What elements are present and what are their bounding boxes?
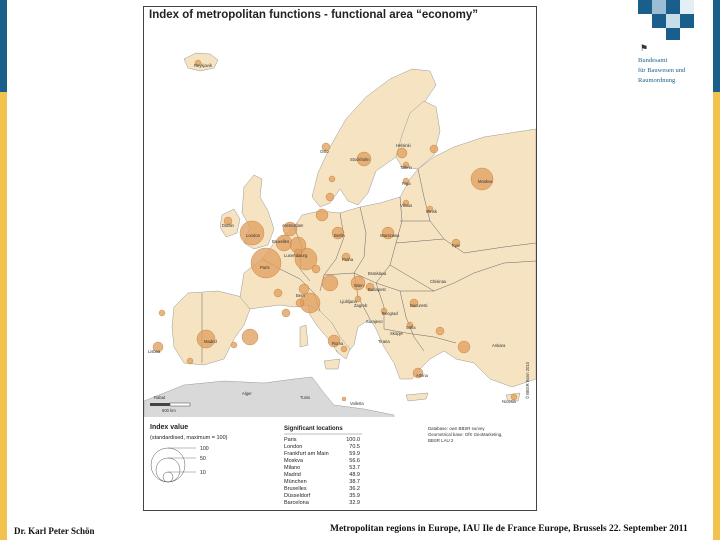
city-label: Berlin xyxy=(334,233,345,238)
city-label: London xyxy=(246,233,260,238)
location-name: Bruxelles xyxy=(284,486,307,492)
city-label: Beograd xyxy=(382,311,398,316)
city-label: Athina xyxy=(416,373,428,378)
location-value: 59.9 xyxy=(349,451,360,457)
city-label: Zagreb xyxy=(354,303,368,308)
bubble-barcelona xyxy=(242,329,258,345)
city-label: Skopje xyxy=(390,331,403,336)
city-label: Lisboa xyxy=(148,349,161,354)
location-value: 100.0 xyxy=(346,437,360,443)
city-label: Bratislava xyxy=(368,271,387,276)
city-label: Paris xyxy=(260,265,270,270)
bubble-ankara xyxy=(458,341,470,353)
city-label: Bruxelles xyxy=(272,239,290,244)
city-label: Ankara xyxy=(492,343,506,348)
location-name: Düsseldorf xyxy=(284,493,311,499)
eagle-icon: ⚑ xyxy=(640,43,649,53)
city-label: Roma xyxy=(332,341,344,346)
location-value: 53.7 xyxy=(349,465,360,471)
city-label: Bern xyxy=(296,293,305,298)
location-value: 70.5 xyxy=(349,444,360,450)
legend-subtitle: (standardised, maximum = 100) xyxy=(150,435,228,441)
city-label: Reykjavik xyxy=(194,63,212,68)
city-label: Valletta xyxy=(350,401,364,406)
table-row xyxy=(284,451,360,457)
bubble-gothenburg xyxy=(329,176,335,182)
city-label: Dublin xyxy=(222,223,234,228)
city-label: Oslo xyxy=(320,149,329,154)
city-label: Tunis xyxy=(300,395,311,400)
location-name: London xyxy=(284,444,303,450)
map-title: Index of metropolitan functions - functional area “economy” xyxy=(149,9,479,21)
location-name: Madrid xyxy=(284,472,301,478)
city-label: Sarajevo xyxy=(366,319,383,324)
right-accent-bar xyxy=(713,0,720,540)
bubble-istanbul xyxy=(436,327,444,335)
bubble-helsinki xyxy=(397,148,407,158)
logo-line: Bundesamt xyxy=(638,57,668,64)
location-name: Milano xyxy=(284,465,301,471)
legend-value-50: 50 xyxy=(200,456,206,462)
city-label: Nicosia xyxy=(502,399,516,404)
bubble-lyon xyxy=(274,289,282,297)
city-label: Riga xyxy=(402,181,411,186)
city-label: Ljubljana xyxy=(340,299,357,304)
city-label: Budapest xyxy=(368,287,386,292)
source-line: BBSR LAU 2 xyxy=(428,438,454,443)
city-label: Sofia xyxy=(406,325,416,330)
city-label: Helsinki xyxy=(396,143,411,148)
legend-value-100: 100 xyxy=(200,446,209,452)
table-title: Significant locations xyxy=(284,426,343,432)
city-label: Kyiv xyxy=(452,243,460,248)
city-label: Minsk xyxy=(426,209,437,214)
bubble-marseille xyxy=(282,309,290,317)
bubble-sankt-peterburg xyxy=(430,145,438,153)
source-line: Geometrical base: GfK GeoMarketing, xyxy=(428,432,503,437)
city-label: Warszawa xyxy=(380,233,400,238)
bubble-hamburg xyxy=(316,209,328,221)
footer-event: Metropolitan regions in Europe, IAU Ile de France Europe, Brussels 22. September 2011 xyxy=(330,524,688,534)
location-name: München xyxy=(284,479,307,485)
city-label: Rabat xyxy=(154,395,166,400)
city-label: Luxembourg xyxy=(284,253,308,258)
copyright: © BBSR Bonn 2010 xyxy=(525,361,530,399)
city-label: Vilnius xyxy=(400,203,413,208)
scale-label: 500 km xyxy=(162,408,176,413)
location-value: 56.6 xyxy=(349,458,360,464)
location-value: 38.7 xyxy=(349,479,360,485)
city-label: Wien xyxy=(354,283,364,288)
source-line: Database: own BBSR survey xyxy=(428,426,485,431)
europe-map xyxy=(144,7,536,510)
bubble-valletta xyxy=(342,397,346,401)
city-label: Stockholm xyxy=(350,157,370,162)
city-label: Tirana xyxy=(378,339,390,344)
location-value: 48.9 xyxy=(349,472,360,478)
location-value: 32.9 xyxy=(349,500,360,506)
bubble-stuttgart xyxy=(312,265,320,273)
city-label: Bucuresti xyxy=(410,303,428,308)
city-label: Tallinn xyxy=(400,165,412,170)
city-label: Praha xyxy=(342,257,354,262)
location-name: Barcelona xyxy=(284,500,309,506)
bubble-sevilla xyxy=(187,358,193,364)
location-name: Paris xyxy=(284,437,297,443)
legend-title: Index value xyxy=(150,424,189,431)
footer-author: Dr. Karl Peter Schön xyxy=(14,526,95,536)
bubble-napoli xyxy=(341,346,347,352)
logo-line: Raumordnung xyxy=(638,77,676,84)
location-value: 35.9 xyxy=(349,493,360,499)
logo-line: für Bauwesen und xyxy=(638,67,686,74)
bubble-kobenhavn xyxy=(326,193,334,201)
city-label: Moskva xyxy=(478,179,493,184)
bubble-paris xyxy=(251,248,281,278)
legend-value-10: 10 xyxy=(200,470,206,476)
bbr-logo xyxy=(638,0,694,40)
left-accent-bar xyxy=(0,0,7,540)
logo-text xyxy=(638,56,685,86)
location-name: Frankfurt am Main xyxy=(284,451,329,457)
landmass-sicily xyxy=(324,359,340,369)
bubble-muenchen xyxy=(322,275,338,291)
city-label: Alger xyxy=(242,391,252,396)
bubble-torino xyxy=(296,299,304,307)
location-name: Moskva xyxy=(284,458,303,464)
location-value: 36.2 xyxy=(349,486,360,492)
city-label: Madrid xyxy=(204,339,217,344)
bubble-valencia xyxy=(231,342,237,348)
bubble-porto xyxy=(159,310,165,316)
city-label: Amsterdam xyxy=(282,223,304,228)
city-label: Chisinau xyxy=(430,279,447,284)
